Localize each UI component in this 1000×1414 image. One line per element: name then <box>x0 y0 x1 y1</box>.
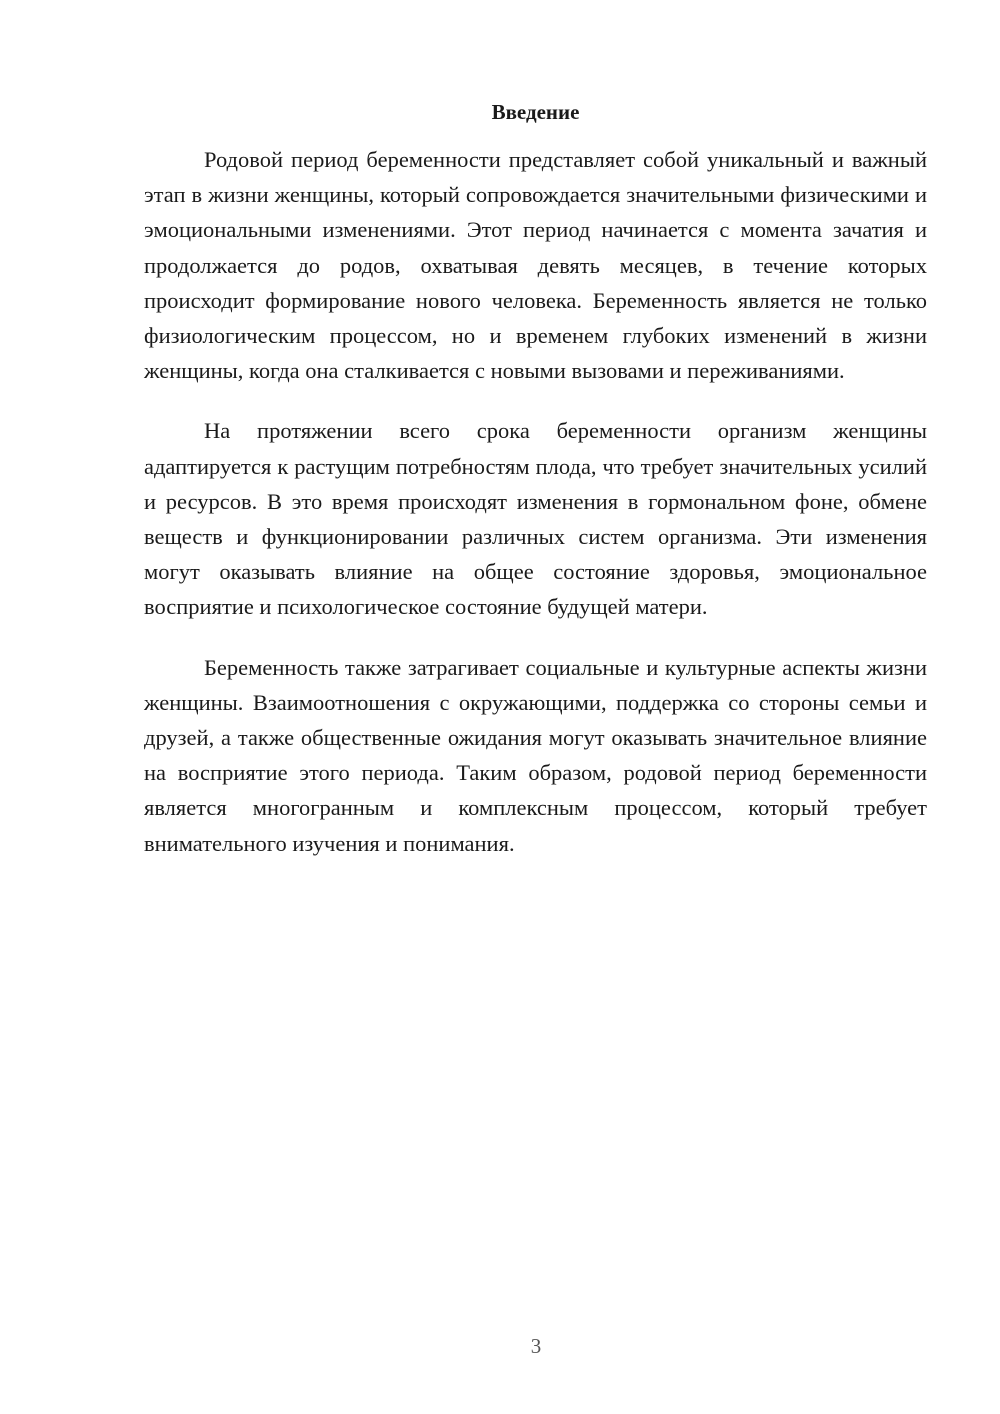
paragraph-3: Беременность также затрагивает социальные и культурные аспекты жизни женщины. Взаимоотношения с окружающими, поддержка со стороны семьи и друзей, а также общественные ожидания могут оказывать значительное влияние на восприятие этого периода. Таким образом, родовой период беременности является многогранным и комплексным процессом, который требует внимательного изучения и понимания. <box>144 654 927 856</box>
document-body <box>144 142 927 861</box>
paragraph-1: Родовой период беременности представляет собой уникальный и важный этап в жизни женщины, который сопровождается значительными физическими и эмоциональными изменениями. Этот период начинается с момента зачатия и продолжается до родов, охватывая девять месяцев, в течение которых происходит формирование нового человека. Беременность является не только физиологическим процессом, но и временем глубоких изменений в жизни женщины, когда она сталкивается с новыми вызовами и переживаниями. <box>144 147 927 384</box>
section-heading: Введение <box>491 100 580 124</box>
paragraph-2: На протяжении всего срока беременности организм женщины адаптируется к растущим потребностям плода, что требует значительных усилий и ресурсов. В это время происходят изменения в гормональном фоне, обмене веществ и функционировании различных систем организма. Эти изменения могут оказывать влияние на общее состояние здоровья, эмоциональное восприятие и психологическое состояние будущей матери. <box>144 418 927 620</box>
page-number: 3 <box>530 1334 542 1358</box>
